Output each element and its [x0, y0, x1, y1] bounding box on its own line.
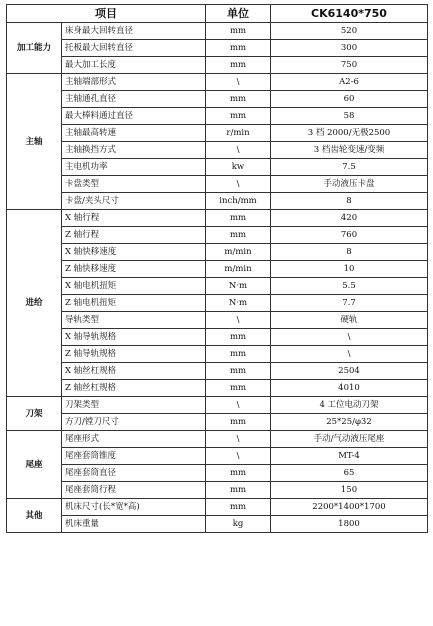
item-cell: 机床尺寸(长*宽*高) [62, 499, 206, 516]
table-row [7, 23, 428, 40]
item-cell: X 轴行程 [62, 210, 206, 227]
group-label: 刀架 [7, 397, 62, 431]
value-cell: 520 [271, 23, 428, 40]
unit-cell: m/min [206, 244, 271, 261]
table-row [7, 142, 428, 159]
unit-cell: N·m [206, 278, 271, 295]
item-cell: 方刀/镗刀尺寸 [62, 414, 206, 431]
table-row [7, 227, 428, 244]
table-row [7, 499, 428, 516]
item-cell: 刀架类型 [62, 397, 206, 414]
unit-cell: mm [206, 227, 271, 244]
value-cell: 4 工位电动刀架 [271, 397, 428, 414]
unit-cell: r/min [206, 125, 271, 142]
value-cell: 3 档齿轮变速/变频 [271, 142, 428, 159]
value-cell: 10 [271, 261, 428, 278]
item-cell: Z 轴丝杠规格 [62, 380, 206, 397]
group-label: 尾座 [7, 431, 62, 499]
unit-cell: mm [206, 482, 271, 499]
table-row [7, 431, 428, 448]
table-row [7, 295, 428, 312]
item-cell: 卡盘类型 [62, 176, 206, 193]
spec-table-container [6, 4, 428, 533]
table-row [7, 448, 428, 465]
unit-cell: mm [206, 91, 271, 108]
table-row [7, 159, 428, 176]
table-row [7, 210, 428, 227]
item-cell: Z 轴行程 [62, 227, 206, 244]
value-cell: 硬轨 [271, 312, 428, 329]
unit-cell: \ [206, 312, 271, 329]
value-cell: 4010 [271, 380, 428, 397]
value-cell: 7.5 [271, 159, 428, 176]
unit-cell: \ [206, 74, 271, 91]
item-cell: X 轴快移速度 [62, 244, 206, 261]
value-cell: 5.5 [271, 278, 428, 295]
item-cell: 最大加工长度 [62, 57, 206, 74]
header-item: 项目 [7, 5, 206, 23]
table-row [7, 465, 428, 482]
unit-cell: \ [206, 397, 271, 414]
item-cell: 尾座套筒行程 [62, 482, 206, 499]
unit-cell: \ [206, 431, 271, 448]
table-row [7, 380, 428, 397]
spec-table [6, 4, 428, 533]
item-cell: 床身最大回转直径 [62, 23, 206, 40]
unit-cell: mm [206, 465, 271, 482]
unit-cell: mm [206, 57, 271, 74]
unit-cell: mm [206, 23, 271, 40]
group-label: 其他 [7, 499, 62, 533]
unit-cell: mm [206, 40, 271, 57]
unit-cell: mm [206, 363, 271, 380]
table-row [7, 91, 428, 108]
value-cell: 8 [271, 193, 428, 210]
table-row [7, 346, 428, 363]
item-cell: 尾座套筒直径 [62, 465, 206, 482]
unit-cell: \ [206, 448, 271, 465]
item-cell: 导轨类型 [62, 312, 206, 329]
value-cell: 25*25/φ32 [271, 414, 428, 431]
group-label: 进给 [7, 210, 62, 397]
table-row [7, 244, 428, 261]
table-row [7, 176, 428, 193]
item-cell: Z 轴导轨规格 [62, 346, 206, 363]
unit-cell: mm [206, 499, 271, 516]
item-cell: 主轴通孔直径 [62, 91, 206, 108]
table-row [7, 40, 428, 57]
value-cell: 2200*1400*1700 [271, 499, 428, 516]
table-row [7, 108, 428, 125]
table-row [7, 312, 428, 329]
table-row [7, 363, 428, 380]
table-row [7, 57, 428, 74]
unit-cell: \ [206, 176, 271, 193]
value-cell: 8 [271, 244, 428, 261]
value-cell: 手动/气动液压尾座 [271, 431, 428, 448]
value-cell: MT-4 [271, 448, 428, 465]
table-row [7, 482, 428, 499]
value-cell: \ [271, 329, 428, 346]
value-cell: A2-6 [271, 74, 428, 91]
item-cell: 主轴换挡方式 [62, 142, 206, 159]
item-cell: Z 轴快移速度 [62, 261, 206, 278]
value-cell: 58 [271, 108, 428, 125]
value-cell: 420 [271, 210, 428, 227]
table-row [7, 261, 428, 278]
table-row [7, 414, 428, 431]
item-cell: X 轴电机扭矩 [62, 278, 206, 295]
value-cell: 65 [271, 465, 428, 482]
unit-cell: N·m [206, 295, 271, 312]
value-cell: 2504 [271, 363, 428, 380]
item-cell: X 轴导轨规格 [62, 329, 206, 346]
value-cell: 300 [271, 40, 428, 57]
item-cell: 卡盘/夹头尺寸 [62, 193, 206, 210]
value-cell: 1800 [271, 516, 428, 533]
header-unit: 单位 [206, 5, 271, 23]
unit-cell: mm [206, 346, 271, 363]
group-label: 加工能力 [7, 23, 62, 74]
item-cell: X 轴丝杠规格 [62, 363, 206, 380]
table-row [7, 278, 428, 295]
table-row [7, 516, 428, 533]
value-cell: 60 [271, 91, 428, 108]
group-label: 主轴 [7, 74, 62, 210]
header-row [7, 5, 428, 23]
value-cell: 760 [271, 227, 428, 244]
item-cell: 尾座套筒锥度 [62, 448, 206, 465]
unit-cell: inch/mm [206, 193, 271, 210]
value-cell: \ [271, 346, 428, 363]
value-cell: 3 档 2000/无极2500 [271, 125, 428, 142]
table-row [7, 329, 428, 346]
unit-cell: mm [206, 329, 271, 346]
item-cell: 机床重量 [62, 516, 206, 533]
table-row [7, 397, 428, 414]
unit-cell: kg [206, 516, 271, 533]
value-cell: 手动液压卡盘 [271, 176, 428, 193]
item-cell: 主轴端部形式 [62, 74, 206, 91]
unit-cell: mm [206, 108, 271, 125]
value-cell: 750 [271, 57, 428, 74]
table-row [7, 193, 428, 210]
table-row [7, 74, 428, 91]
value-cell: 150 [271, 482, 428, 499]
header-model: CK6140*750 [271, 5, 428, 23]
item-cell: 主轴最高转速 [62, 125, 206, 142]
unit-cell: \ [206, 142, 271, 159]
item-cell: 主电机功率 [62, 159, 206, 176]
unit-cell: mm [206, 414, 271, 431]
unit-cell: mm [206, 210, 271, 227]
item-cell: 尾座形式 [62, 431, 206, 448]
table-row [7, 125, 428, 142]
item-cell: 托板最大回转直径 [62, 40, 206, 57]
unit-cell: kw [206, 159, 271, 176]
item-cell: Z 轴电机扭矩 [62, 295, 206, 312]
item-cell: 最大棒料通过直径 [62, 108, 206, 125]
unit-cell: m/min [206, 261, 271, 278]
unit-cell: mm [206, 380, 271, 397]
value-cell: 7.7 [271, 295, 428, 312]
